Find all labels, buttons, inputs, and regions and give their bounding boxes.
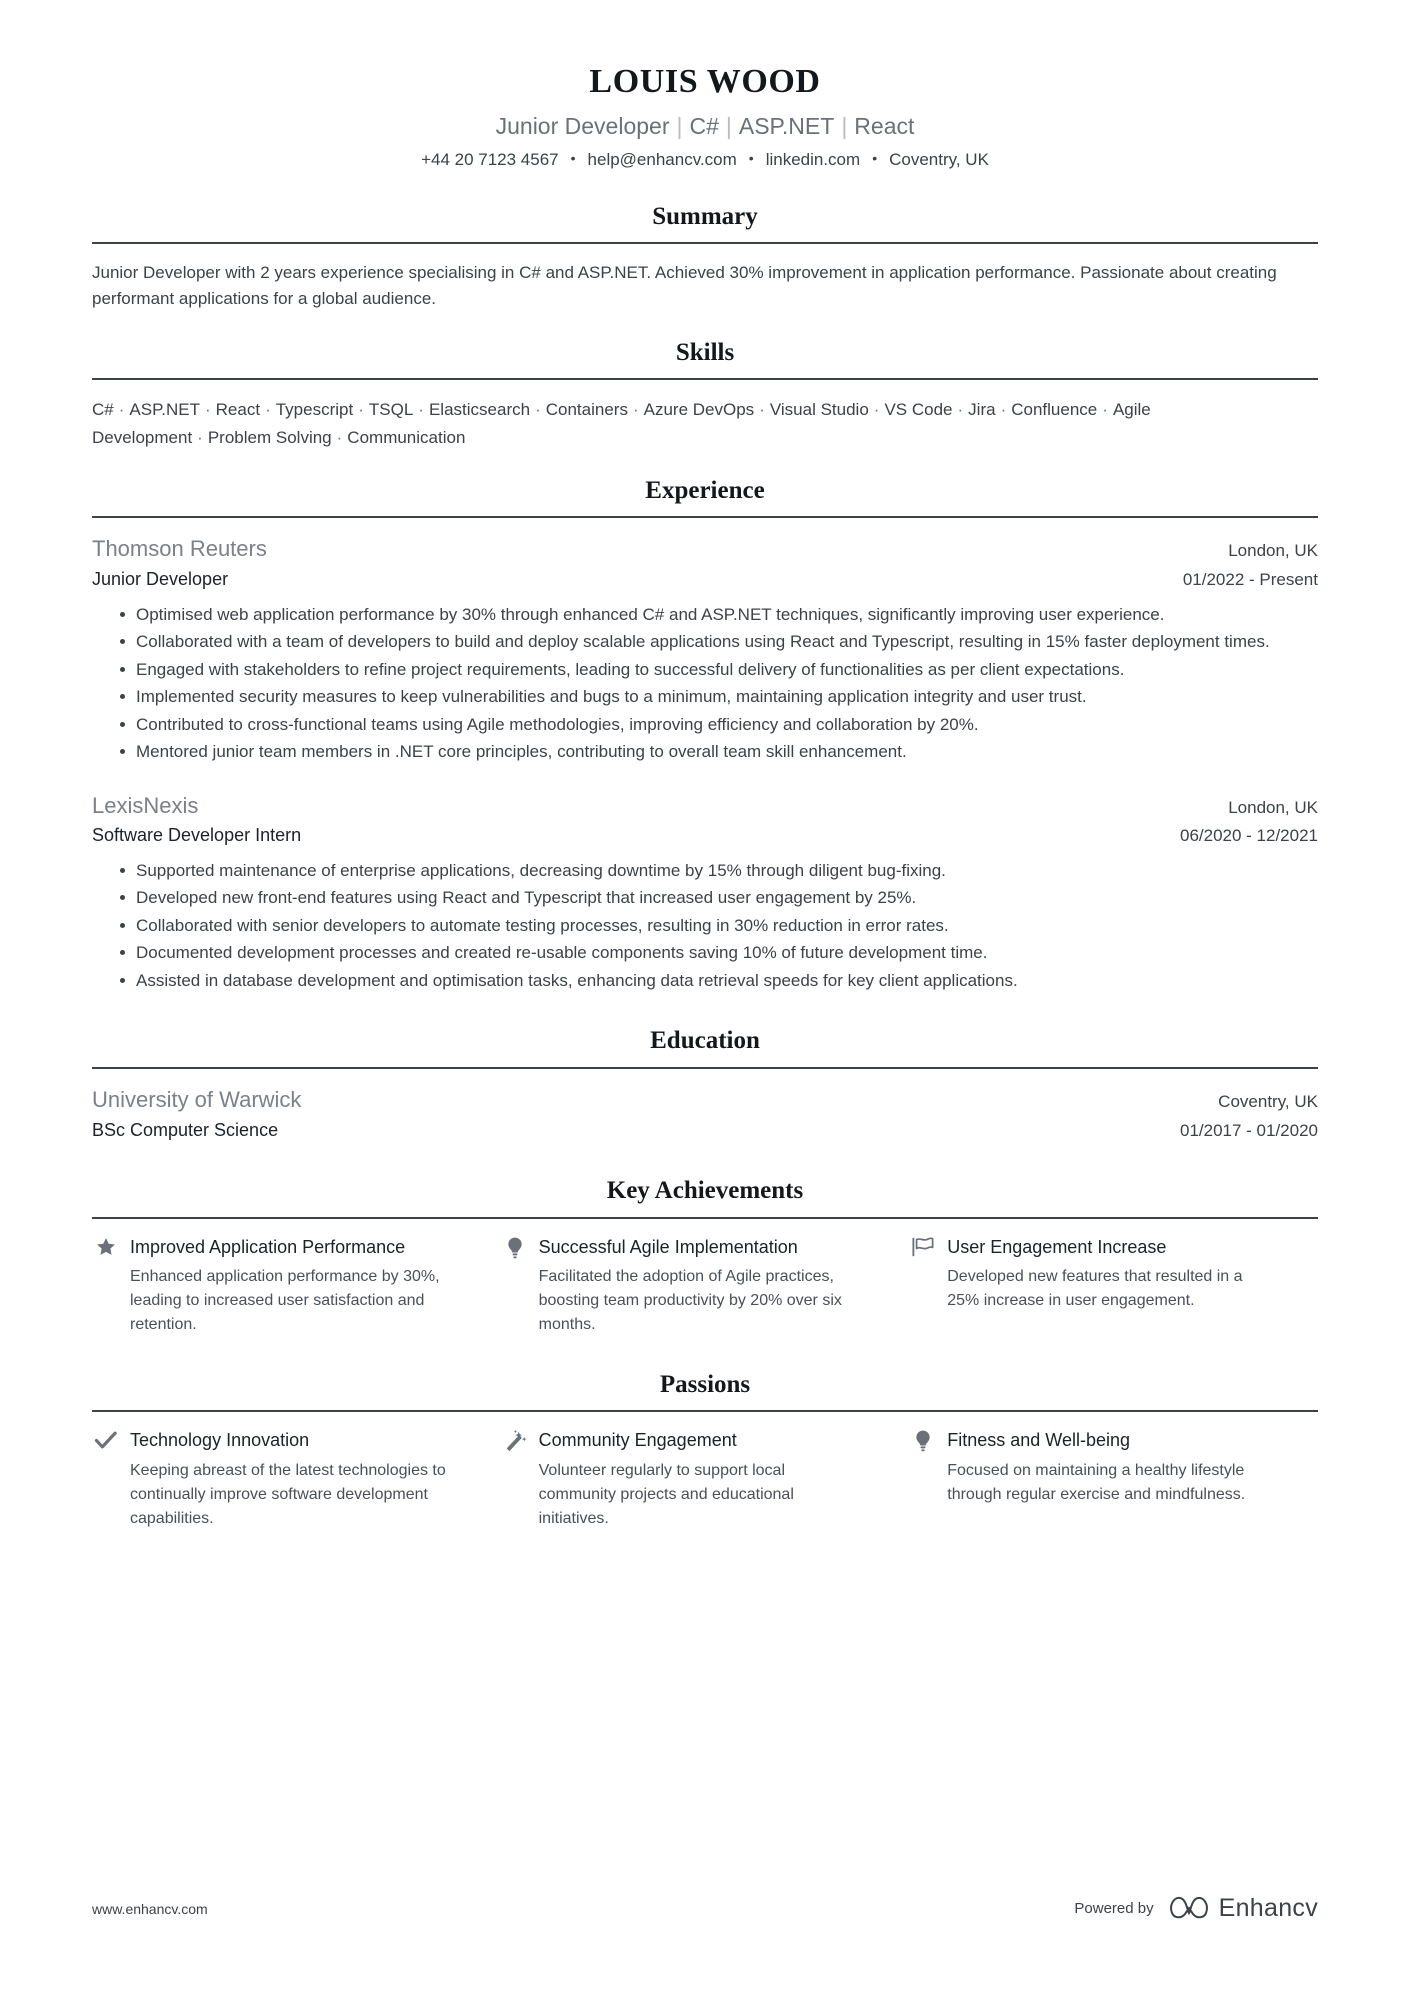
resume-entry <box>92 1085 1318 1143</box>
info-card <box>909 1428 1318 1530</box>
enhancv-brand-name: Enhancv <box>1218 1894 1318 1922</box>
powered-by-label: Powered by <box>1074 1900 1154 1917</box>
resume-footer <box>92 1892 1318 1925</box>
enhancv-brand <box>1168 1892 1318 1925</box>
contact-separator: • <box>748 149 754 166</box>
skill-separator: · <box>204 400 211 420</box>
summary-text: Junior Developer with 2 years experience specialising in C# and ASP.NET. Achieved 30% improvement in application performance. Passionate about creating performant applications for a global audience. <box>92 263 1277 309</box>
section-title-passions: Passions <box>659 1370 751 1398</box>
lightbulb-icon <box>909 1428 937 1453</box>
entry-bullet: Documented development processes and created re-usable components saving 10% of future development time. <box>120 940 1318 966</box>
entry-role: BSc Computer Science <box>92 1119 279 1140</box>
contact-separator: • <box>570 149 576 166</box>
section-experience <box>92 477 1318 994</box>
info-card-body <box>947 1235 1264 1313</box>
skill-item: C# <box>92 400 114 420</box>
info-card-text: Facilitated the adoption of Agile practices, boosting team productivity by 20% over six months. <box>538 1267 842 1333</box>
skill-item: Containers <box>545 400 628 420</box>
entry-subheader-row <box>92 564 1318 593</box>
skill-item: Elasticsearch <box>428 400 531 420</box>
entry-organisation: University of Warwick <box>92 1086 302 1112</box>
skill-separator: · <box>957 400 964 420</box>
headline-separator: | <box>676 112 683 139</box>
headline-separator: | <box>841 112 848 139</box>
info-card <box>501 1235 910 1337</box>
entry-bullet: Engaged with stakeholders to refine project requirements, leading to successful delivery of functionalities as per client expectations. <box>120 657 1318 683</box>
entry-role: Junior Developer <box>92 568 229 589</box>
entry-bullet: Contributed to cross-functional teams using Agile methodologies, improving efficiency and collaboration by 20%. <box>120 712 1318 738</box>
info-card-title: Successful Agile Implementation <box>538 1236 798 1257</box>
info-card-title: Technology Innovation <box>130 1430 310 1451</box>
entry-bullet: Collaborated with senior developers to automate testing processes, resulting in 30% reduction in error rates. <box>120 913 1318 939</box>
skill-separator: · <box>1102 400 1108 420</box>
skill-item: Agile Development <box>92 400 1151 447</box>
skill-separator: · <box>759 400 765 420</box>
section-title-key-achievements: Key Achievements <box>606 1177 804 1205</box>
info-card <box>92 1235 501 1337</box>
entry-subheader-row <box>92 820 1318 849</box>
resume-entry <box>92 534 1318 764</box>
section-divider <box>92 1217 1318 1219</box>
entry-bullet: Collaborated with a team of developers to build and deploy scalable applications using React and Typescript, resulting in 15% faster deployment times. <box>120 629 1318 655</box>
headline-part: Junior Developer <box>495 112 670 139</box>
info-card <box>92 1428 501 1530</box>
enhancv-logo-icon <box>1168 1892 1210 1925</box>
section-title-summary: Summary <box>652 202 758 230</box>
section-divider <box>92 1067 1318 1069</box>
entry-header-row <box>92 1085 1318 1115</box>
entry-bullet: Supported maintenance of enterprise applications, decreasing downtime by 15% through diligent bug-fixing. <box>120 858 1318 884</box>
flag-icon <box>909 1235 937 1258</box>
section-skills <box>92 339 1318 451</box>
skill-item: Jira <box>968 400 996 420</box>
info-card-title: Fitness and Well-being <box>947 1430 1131 1451</box>
section-divider <box>92 242 1318 244</box>
star-icon <box>92 1235 120 1258</box>
skill-separator: · <box>358 400 364 420</box>
entry-organisation: LexisNexis <box>92 792 199 818</box>
entry-dates: 06/2020 - 12/2021 <box>1179 826 1318 846</box>
footer-website-url[interactable]: www.enhancv.com <box>92 1900 208 1917</box>
education-entries <box>92 1085 1318 1143</box>
info-card-body <box>947 1428 1264 1506</box>
info-card-text: Focused on maintaining a healthy lifestyle through regular exercise and mindfulness. <box>947 1461 1246 1503</box>
entry-location: London, UK <box>1228 541 1318 561</box>
section-passions <box>92 1371 1318 1531</box>
entry-subheader-row <box>92 1115 1318 1144</box>
skill-item: Azure DevOps <box>643 400 755 420</box>
experience-entries <box>92 534 1318 993</box>
skill-separator: · <box>535 400 541 420</box>
entry-bullet: Developed new front-end features using React and Typescript that increased user engagement by 25%. <box>120 885 1318 911</box>
lightbulb-icon <box>501 1235 529 1260</box>
contact-item[interactable]: Coventry, UK <box>889 149 989 169</box>
info-card <box>501 1428 910 1530</box>
passion-cards <box>92 1428 1318 1530</box>
info-card-body <box>539 1428 856 1530</box>
section-title-skills: Skills <box>675 338 735 366</box>
skill-separator: · <box>118 400 125 420</box>
entry-dates: 01/2017 - 01/2020 <box>1179 1120 1318 1140</box>
headline-separator: | <box>725 112 732 139</box>
skill-separator: · <box>265 400 271 420</box>
info-card-text: Developed new features that resulted in a 25% increase in user engagement. <box>947 1267 1243 1309</box>
info-card-title: Improved Application Performance <box>130 1236 406 1257</box>
skill-item: React <box>215 400 261 420</box>
skill-item: Typescript <box>275 400 354 420</box>
skills-list <box>92 396 1318 450</box>
skill-separator: · <box>1000 400 1007 420</box>
check-icon <box>92 1428 120 1451</box>
info-card-text: Keeping abreast of the latest technologies to continually improve software development capabilities. <box>130 1461 446 1527</box>
entry-dates: 01/2022 - Present <box>1182 569 1318 589</box>
resume-header <box>92 62 1318 177</box>
skill-item: Problem Solving <box>207 427 332 447</box>
full-name: LOUIS WOOD <box>589 63 821 100</box>
info-card-body <box>130 1235 447 1337</box>
headline-part: ASP.NET <box>738 112 835 139</box>
skill-separator: · <box>336 427 343 447</box>
section-title-experience: Experience <box>645 476 765 504</box>
info-card-body <box>130 1428 447 1530</box>
info-card-body <box>539 1235 856 1337</box>
section-key-achievements <box>92 1177 1318 1337</box>
headline-part: React <box>854 112 915 139</box>
footer-branding <box>1074 1892 1318 1925</box>
entry-bullet: Implemented security measures to keep vulnerabilities and bugs to a minimum, maintaining application integrity and user trust. <box>120 684 1318 710</box>
section-divider <box>92 1410 1318 1412</box>
entry-location: London, UK <box>1228 797 1318 817</box>
entry-location: Coventry, UK <box>1218 1091 1318 1111</box>
key-achievement-cards <box>92 1235 1318 1337</box>
info-card-title: User Engagement Increase <box>947 1236 1167 1257</box>
skill-separator: · <box>873 400 880 420</box>
entry-bullet: Optimised web application performance by 30% through enhanced C# and ASP.NET techniques, significantly improving user experience. <box>120 602 1318 628</box>
info-card <box>909 1235 1318 1337</box>
section-title-education: Education <box>650 1027 760 1055</box>
contact-line <box>92 149 1318 171</box>
entry-bullet: Assisted in database development and optimisation tasks, enhancing data retrieval speeds for key client applications. <box>120 968 1318 994</box>
section-education <box>92 1027 1318 1143</box>
contact-item[interactable]: help@enhancv.com <box>587 149 737 169</box>
magic-wand-icon <box>501 1428 529 1453</box>
entry-header-row <box>92 791 1318 821</box>
info-card-text: Enhanced application performance by 30%, leading to increased user satisfaction and retention. <box>130 1267 440 1333</box>
section-divider <box>92 516 1318 518</box>
info-card-text: Volunteer regularly to support local community projects and educational initiatives. <box>538 1461 794 1527</box>
skill-item: Visual Studio <box>769 400 869 420</box>
skill-item: TSQL <box>368 400 414 420</box>
headline-part: C# <box>689 112 719 139</box>
skill-separator: · <box>197 427 203 447</box>
entry-bullet: Mentored junior team members in .NET core principles, contributing to overall team skill enhancement. <box>120 739 1318 765</box>
contact-item[interactable]: +44 20 7123 4567 <box>421 149 559 169</box>
headline <box>92 112 1318 141</box>
entry-bullet-list <box>92 858 1318 994</box>
entry-header-row <box>92 534 1318 564</box>
entry-role: Software Developer Intern <box>92 825 302 846</box>
entry-organisation: Thomson Reuters <box>92 536 267 562</box>
contact-item[interactable]: linkedin.com <box>765 149 861 169</box>
resume-entry <box>92 791 1318 994</box>
section-summary <box>92 203 1318 313</box>
skill-separator: · <box>418 400 424 420</box>
skill-separator: · <box>632 400 639 420</box>
skill-item: VS Code <box>884 400 953 420</box>
skill-item: ASP.NET <box>129 400 200 420</box>
contact-separator: • <box>872 149 878 166</box>
skill-item: Confluence <box>1011 400 1098 420</box>
entry-bullet-list <box>92 602 1318 765</box>
info-card-title: Community Engagement <box>538 1430 737 1451</box>
section-divider <box>92 378 1318 380</box>
skill-item: Communication <box>347 427 466 447</box>
